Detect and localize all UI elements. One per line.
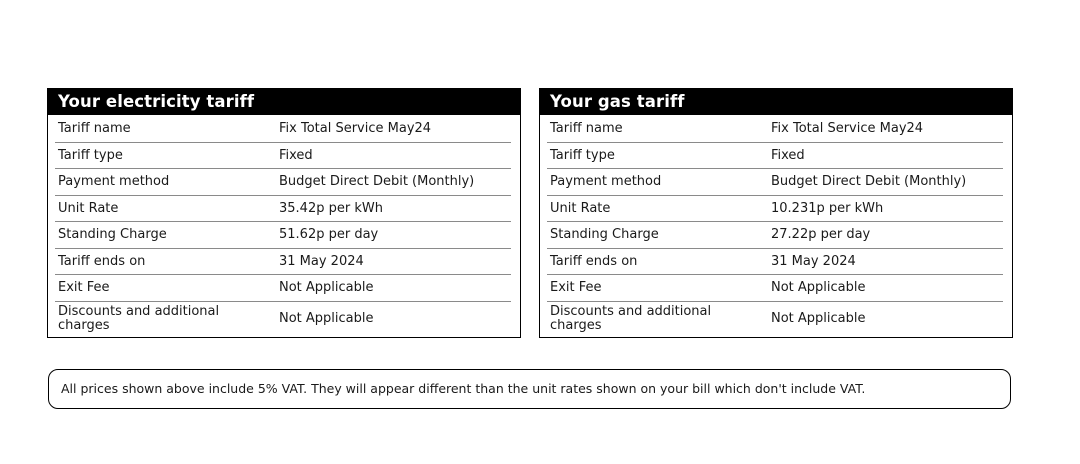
tariff-row-value: Not Applicable xyxy=(279,311,374,326)
tariff-row xyxy=(540,302,1012,337)
tariff-row xyxy=(540,169,1012,196)
tariff-row xyxy=(48,275,520,302)
gas-tariff-rows xyxy=(540,116,1012,337)
tariff-row-value: 31 May 2024 xyxy=(279,253,364,269)
tariff-row-value: Not Applicable xyxy=(771,280,866,296)
tariff-row xyxy=(48,302,520,337)
tariff-row-value: Fix Total Service May24 xyxy=(771,121,924,137)
tariff-row-label: Exit Fee xyxy=(58,280,110,296)
tariff-row-value: Not Applicable xyxy=(279,280,374,296)
tariff-row-label: Standing Charge xyxy=(550,227,659,243)
tariff-row-label: Unit Rate xyxy=(58,200,119,216)
tariff-row xyxy=(540,249,1012,276)
tariff-row-value: Fixed xyxy=(279,147,313,163)
tariff-row xyxy=(48,116,520,143)
tariff-row-label: Tariff ends on xyxy=(550,253,638,269)
gas-tariff-panel xyxy=(539,88,1013,338)
tariff-row-label: Unit Rate xyxy=(550,200,611,216)
tariff-row-label: Payment method xyxy=(550,174,662,190)
electricity-tariff-rows xyxy=(48,116,520,337)
tariff-row-value: 27.22p per day xyxy=(771,227,871,243)
tariff-row-value: Fixed xyxy=(771,147,805,163)
tariff-row-value: Fix Total Service May24 xyxy=(279,121,432,137)
tariff-row-label: Discounts and additional charges xyxy=(58,304,220,333)
tariff-row-label: Tariff ends on xyxy=(58,253,146,269)
tariff-row xyxy=(48,143,520,170)
tariff-row-label: Exit Fee xyxy=(550,280,602,296)
tariff-row xyxy=(540,222,1012,249)
tariff-row-label: Tariff name xyxy=(58,121,131,137)
electricity-tariff-panel xyxy=(47,88,521,338)
electricity-tariff-title: Your electricity tariff xyxy=(48,89,520,115)
gas-tariff-title: Your gas tariff xyxy=(540,89,1012,115)
tariff-row-value: Budget Direct Debit (Monthly) xyxy=(771,174,967,190)
tariff-row xyxy=(540,196,1012,223)
tariff-row-value: 10.231p per kWh xyxy=(771,200,884,216)
tariff-row xyxy=(540,116,1012,143)
tariff-row-label: Standing Charge xyxy=(58,227,167,243)
tariff-row-label: Discounts and additional charges xyxy=(550,304,712,333)
tariff-row xyxy=(540,275,1012,302)
tariff-row-value: 51.62p per day xyxy=(279,227,379,243)
vat-note-text: All prices shown above include 5% VAT. They will appear different than the unit rates shown on your bill which don't include VAT. xyxy=(61,381,866,396)
tariff-row-value: Not Applicable xyxy=(771,311,866,326)
tariff-row xyxy=(48,196,520,223)
tariff-row-value: 31 May 2024 xyxy=(771,253,856,269)
tariff-row xyxy=(540,143,1012,170)
tariff-row-label: Payment method xyxy=(58,174,170,190)
tariff-row xyxy=(48,222,520,249)
tariff-row-label: Tariff name xyxy=(550,121,623,137)
tariff-row xyxy=(48,169,520,196)
tariff-row-label: Tariff type xyxy=(550,147,615,163)
tariff-row-value: 35.42p per kWh xyxy=(279,200,383,216)
tariff-row-value: Budget Direct Debit (Monthly) xyxy=(279,174,475,190)
tariff-row xyxy=(48,249,520,276)
vat-note-box xyxy=(48,369,1011,409)
tariff-row-label: Tariff type xyxy=(58,147,123,163)
